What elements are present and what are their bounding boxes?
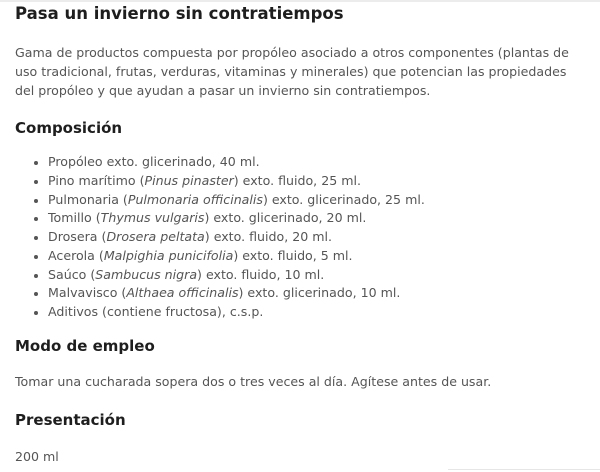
usage-text: Tomar una cucharada sopera dos o tres veces al día. Agítese antes de usar. <box>15 374 492 389</box>
list-item: Malvavisco (Althaea officinalis) exto. glicerinado, 10 ml. <box>15 284 425 303</box>
list-item: Saúco (Sambucus nigra) exto. fluido, 10 ml. <box>15 266 425 285</box>
list-item: Acerola (Malpighia punicifolia) exto. fluido, 5 ml. <box>15 247 425 266</box>
ingredients-list <box>15 153 425 322</box>
list-item: Aditivos (contiene fructosa), c.s.p. <box>15 303 425 322</box>
presentation-text: 200 ml <box>15 449 59 464</box>
list-item: Propóleo exto. glicerinado, 40 ml. <box>15 153 425 172</box>
list-item: Pulmonaria (Pulmonaria officinalis) exto. glicerinado, 25 ml. <box>15 191 425 210</box>
list-item: Pino marítimo (Pinus pinaster) exto. fluido, 25 ml. <box>15 172 425 191</box>
composition-heading: Composición <box>15 119 123 137</box>
bottom-divider <box>448 469 600 470</box>
page-title: Pasa un invierno sin contratiempos <box>15 4 344 23</box>
list-item: Drosera (Drosera peltata) exto. fluido, 20 ml. <box>15 228 425 247</box>
presentation-heading: Presentación <box>15 411 126 429</box>
list-item: Tomillo (Thymus vulgaris) exto. glicerinado, 20 ml. <box>15 209 425 228</box>
usage-heading: Modo de empleo <box>15 337 155 355</box>
top-divider <box>0 0 600 2</box>
intro-paragraph: Gama de productos compuesta por propóleo asociado a otros componentes (plantas de uso tradicional, frutas, verduras, vitaminas y minerales) que potencian las propiedades del propóleo y que ayudan a pasar un invierno sin contratiempos. <box>15 45 569 98</box>
